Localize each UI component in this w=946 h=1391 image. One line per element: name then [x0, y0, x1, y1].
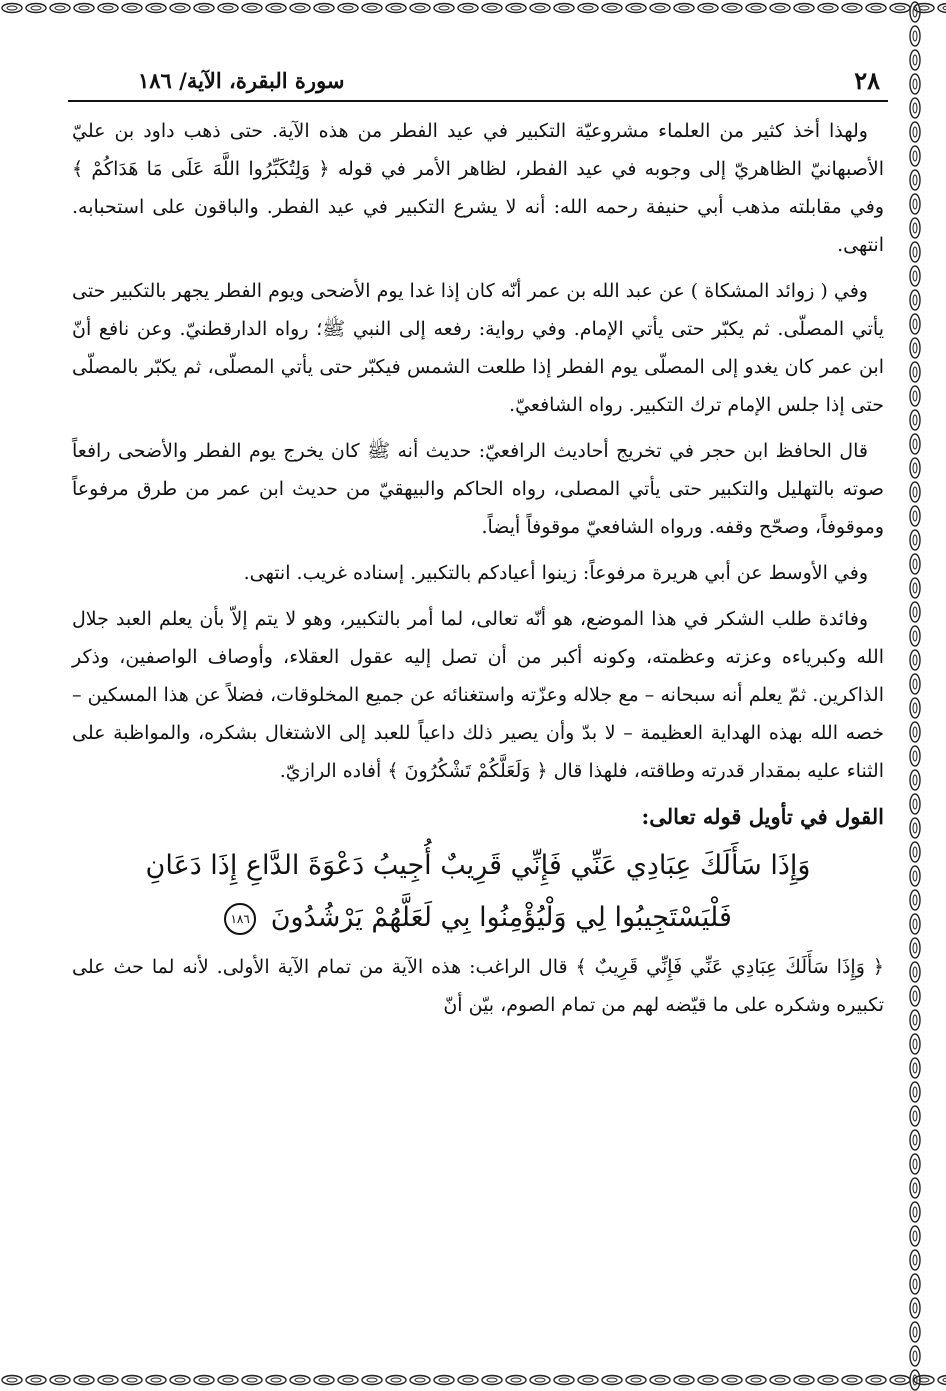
page-number: ٢٨ — [854, 66, 880, 95]
page-content — [68, 60, 888, 1360]
paragraph-5: وفائدة طلب الشكر في هذا الموضع، هو أنّه تعالى، لما أمر بالتكبير، وهو لا يتم إلاّ بأن يعلم العبد جلال الله وكبرياءه وعزته وعظمته، وكونه أكبر من أن تصل إليه عقول العقلاء، وأوصاف الواصفين، وذكر الذاكرين. ثمّ يعلم أنه سبحانه – مع جلاله وعزّته واستغنائه عن جميع المخلوقات، فضلاً عن هذا المسكين – خصه الله بهذه الهداية العظيمة – لا بدّ وأن يصير ذلك داعياً للعبد إلى الاشتغال بشكره، والمواظبة على الثناء عليه بمقدار قدرته وطاقته، فلهذا قال ﴿ وَلَعَلَّكُمْ تَشْكُرُونَ ﴾ أفاده الرازيّ. — [72, 608, 885, 782]
paragraph-3: قال الحافظ ابن حجر في تخريج أحاديث الرافعيّ: حديث أنه ﷺ كان يخرج يوم الفطر والأضحى رافعاً صوته بالتهليل والتكبير حتى يأتي المصلى، رواه الحاكم والبيهقيّ من حديث ابن عمر من طرق مرفوعاً وموقوفاً، وصحّح وقفه. ورواه الشافعيّ موقوفاً أيضاً. — [72, 440, 884, 538]
running-title: سورة البقرة، الآية/ ١٨٦ — [138, 68, 345, 93]
verse-line-2-text: فَلْيَسْتَجِيبُوا لِي وَلْيُؤْمِنُوا بِي لَعَلَّهُمْ يَرْشُدُونَ — [270, 902, 732, 933]
paragraph-2: وفي ( زوائد المشكاة ) عن عبد الله بن عمر أنّه كان إذا غدا يوم الأضحى ويوم الفطر يجهر بالتكبير حتى يأتي المصلّى. ثم يكبّر حتى يأتي الإمام. وفي رواية: رفعه إلى النبي ﷺ؛ رواه الدارقطنيّ. وعن نافع أنّ ابن عمر كان يغدو إلى المصلّى يوم الفطر إذا طلعت الشمس فيكبّر حتى يأتي المصلّى، ثم يكبّر بالمصلّى حتى إذا جلس الإمام ترك التكبير. رواه الشافعيّ. — [72, 280, 884, 416]
final-paragraph: ﴿ وَإِذَا سَأَلَكَ عِبَادِي عَنِّي فَإِنِّي قَرِيبٌ ﴾ قال الراغب: هذه الآية من تمام الآية الأولى. لأنه لما حث على تكبيره وشكره على ما قيّضه لهم من تمام الصوم، بيّن أنّ — [72, 956, 884, 1016]
ornamental-border-top — [0, 0, 946, 16]
paragraph-4: وفي الأوسط عن أبي هريرة مرفوعاً: زينوا أعيادكم بالتكبير. إسناده غريب. انتهى. — [243, 562, 868, 584]
verse-number-marker: ١٨٦ — [224, 903, 256, 935]
paragraph-1: ولهذا أخذ كثير من العلماء مشروعيّة التكبير في عيد الفطر من هذه الآية. حتى ذهب داود بن عليّ الأصبهانيّ الظاهريّ إلى وجوبه في عيد الفطر، لظاهر الأمر في قوله ﴿ وَلِتُكَبِّرُوا اللَّهَ عَلَى مَا هَدَاكُمْ ﴾ وفي مقابلته مذهب أبي حنيفة رحمه الله: أنه لا يشرع التكبير في عيد الفطر. والباقون على استحبابه. انتهى. — [72, 120, 884, 256]
verse-line-1: وَإِذَا سَأَلَكَ عِبَادِي عَنِّي فَإِنِّي قَرِيبٌ أُجِيبُ دَعْوَةَ الدَّاعِ إِذَا دَعَانِ — [145, 850, 811, 881]
page-header — [68, 60, 888, 102]
ornamental-border-bottom — [0, 1372, 946, 1388]
quran-verse — [72, 840, 884, 944]
verse-line-2 — [72, 892, 884, 944]
ornamental-border-right — [904, 0, 926, 1391]
page-body — [68, 102, 888, 1024]
section-heading: القول في تأويل قوله تعالى: — [641, 804, 884, 829]
